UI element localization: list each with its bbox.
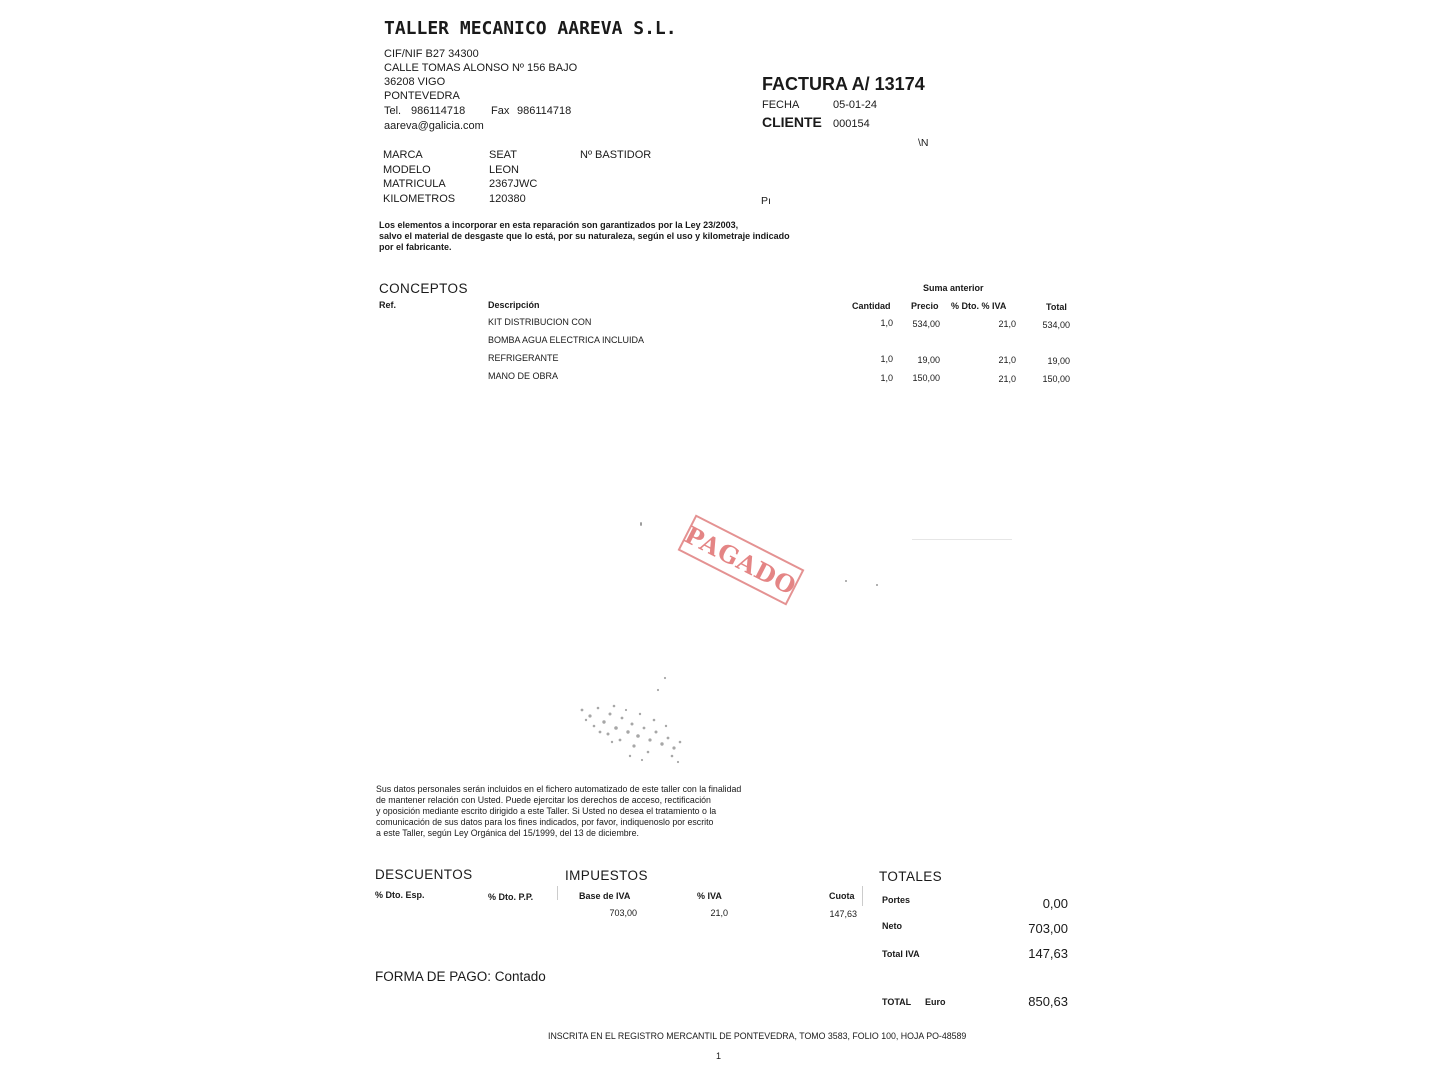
payment-method: FORMA DE PAGO: Contado — [375, 969, 546, 984]
row-4-precio: 150,00 — [912, 373, 940, 383]
redacted-fragment-n: \N — [918, 137, 929, 149]
scan-speck — [876, 584, 878, 586]
scan-line — [912, 539, 1012, 540]
discounts-title: DESCUENTOS — [375, 867, 473, 882]
row-3-cantidad: 1,0 — [880, 354, 893, 364]
row-1-total: 534,00 — [1042, 320, 1070, 330]
redacted-fragment-p: Pı — [761, 195, 771, 207]
privacy-line-1: Sus datos personales serán incluidos en el fichero automatizado de este taller con la finalidad — [376, 784, 742, 794]
row-1-iva: 21,0 — [998, 319, 1016, 329]
row-4-iva: 21,0 — [998, 374, 1016, 384]
modelo-label: MODELO — [383, 164, 431, 176]
neto-label: Neto — [882, 921, 902, 931]
company-province: PONTEVEDRA — [384, 90, 460, 102]
bastidor-label: Nº BASTIDOR — [580, 149, 652, 161]
concepts-title: CONCEPTOS — [379, 281, 468, 296]
currency-label: Euro — [925, 997, 946, 1007]
dto-esp-label: % Dto. Esp. — [375, 890, 425, 900]
row-3-precio: 19,00 — [917, 355, 940, 365]
guarantee-line-2: salvo el material de desgaste que lo está, por su naturaleza, según el uso y kilometraje indicado — [379, 231, 790, 241]
company-tel-label: Tel. — [384, 105, 402, 117]
col-dto-iva: % Dto. % IVA — [951, 301, 1007, 311]
invoice-title: FACTURA A/ 13174 — [762, 74, 925, 94]
total-iva-value: 147,63 — [1028, 946, 1068, 961]
modelo-value: LEON — [489, 164, 519, 176]
row-1-cantidad: 1,0 — [880, 318, 893, 328]
company-fax: 986114718 — [517, 105, 572, 117]
row-1-desc: KIT DISTRIBUCION CON — [488, 317, 592, 327]
taxes-divider — [862, 886, 863, 906]
invoice-date-label: FECHA — [762, 99, 800, 111]
tax-base-label: Base de IVA — [579, 891, 631, 901]
registry-footer: INSCRITA EN EL REGISTRO MERCANTIL DE PONTEVEDRA, TOMO 3583, FOLIO 100, HOJA PO-48589 — [548, 1031, 967, 1041]
tax-base-value: 703,00 — [609, 908, 637, 918]
matricula-value: 2367JWC — [489, 178, 538, 190]
total-value: 850,63 — [1028, 994, 1068, 1009]
matricula-label: MATRICULA — [383, 178, 446, 190]
privacy-line-4: comunicación de sus datos para los fines indicados, por favor, indiquenoslo por escrito — [376, 817, 714, 827]
client-number: 000154 — [833, 118, 870, 130]
marca-value: SEAT — [489, 149, 517, 161]
paid-stamp: PAGADO — [678, 514, 805, 605]
km-label: KILOMETROS — [383, 193, 456, 205]
total-iva-label: Total IVA — [882, 949, 920, 959]
row-2-desc: BOMBA AGUA ELECTRICA INCLUIDA — [488, 335, 645, 345]
guarantee-line-1: Los elementos a incorporar en esta reparación son garantizados por la Ley 23/2003, — [379, 220, 739, 230]
col-descripcion: Descripción — [488, 300, 540, 310]
scan-speck — [640, 522, 642, 526]
col-ref: Ref. — [379, 300, 397, 310]
portes-label: Portes — [882, 895, 911, 905]
tax-cuota-value: 147,63 — [829, 909, 857, 919]
row-3-iva: 21,0 — [998, 355, 1016, 365]
privacy-line-5: a este Taller, según Ley Orgánica del 15/1999, del 13 de diciembre. — [376, 828, 639, 838]
company-city: 36208 VIGO — [384, 76, 446, 88]
dto-pp-label: % Dto. P.P. — [488, 892, 534, 902]
page-number: 1 — [716, 1051, 722, 1061]
scan-speck — [845, 580, 847, 582]
invoice-date: 05-01-24 — [833, 99, 878, 111]
row-3-desc: REFRIGERANTE — [488, 353, 559, 363]
col-total: Total — [1046, 302, 1067, 312]
guarantee-line-3: por el fabricante. — [379, 242, 452, 252]
neto-value: 703,00 — [1028, 921, 1068, 936]
client-label: CLIENTE — [762, 114, 822, 130]
company-address: CALLE TOMAS ALONSO Nº 156 BAJO — [384, 62, 578, 74]
row-1-precio: 534,00 — [912, 319, 940, 329]
suma-anterior: Suma anterior — [923, 283, 984, 293]
marca-label: MARCA — [383, 149, 423, 161]
company-fax-label: Fax — [491, 105, 510, 117]
row-4-cantidad: 1,0 — [880, 373, 893, 383]
company-name: TALLER MECANICO AAREVA S.L. — [384, 18, 677, 39]
col-precio: Precio — [911, 301, 939, 311]
tax-iva-value: 21,0 — [710, 908, 728, 918]
totals-title: TOTALES — [879, 869, 943, 884]
row-4-total: 150,00 — [1042, 374, 1070, 384]
taxes-divider — [557, 886, 558, 900]
total-label: TOTAL — [882, 997, 912, 1007]
privacy-line-2: de mantener relación con Usted. Puede ejercitar los derechos de acceso, rectificación — [376, 795, 711, 805]
row-4-desc: MANO DE OBRA — [488, 371, 559, 381]
taxes-title: IMPUESTOS — [565, 868, 648, 883]
portes-value: 0,00 — [1042, 896, 1068, 911]
tax-iva-label: % IVA — [697, 891, 722, 901]
company-cif: CIF/NIF B27 34300 — [384, 48, 479, 60]
company-tel: 986114718 — [411, 105, 466, 117]
tax-cuota-label: Cuota — [829, 891, 855, 901]
scan-smudge — [570, 670, 700, 770]
km-value: 120380 — [489, 193, 526, 205]
row-3-total: 19,00 — [1047, 356, 1070, 366]
col-cantidad: Cantidad — [852, 301, 891, 311]
company-email: aareva@galicia.com — [384, 120, 484, 132]
privacy-line-3: y oposición mediante escrito dirigido a este Taller. Si Usted no desea el tratamiento o la — [376, 806, 717, 816]
